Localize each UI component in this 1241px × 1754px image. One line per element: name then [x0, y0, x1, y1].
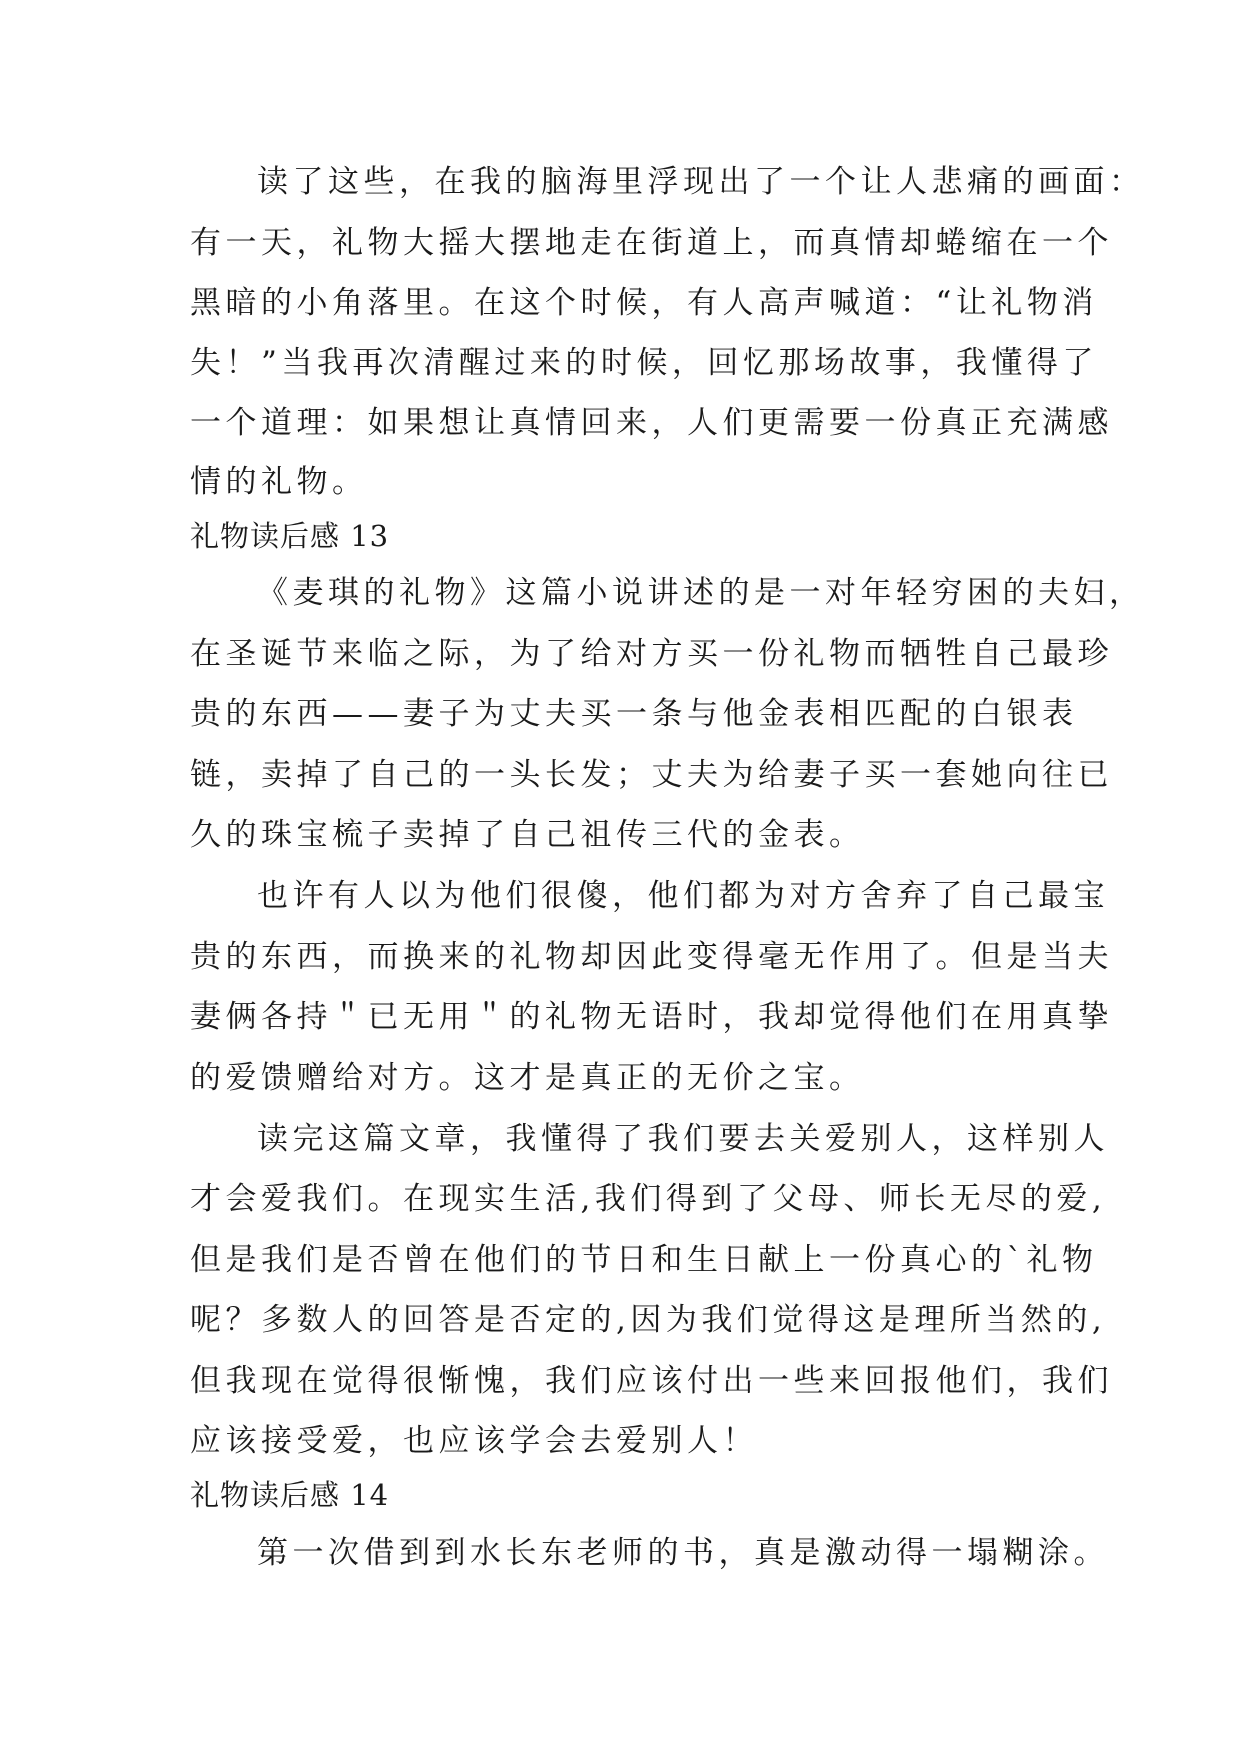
section-heading-14: 礼物读后感 14 — [190, 1478, 390, 1512]
paragraph-4-line-6: 应该接受爱，也应该学会去爱别人！ — [190, 1423, 758, 1459]
paragraph-4-line-3: 但是我们是否曾在他们的节日和生日献上一份真心的`礼物 — [190, 1242, 1098, 1278]
paragraph-3-line-1: 也许有人以为他们很傻，他们都为对方舍弃了自己最宝 — [257, 878, 1109, 914]
paragraph-1-line-4: 失！”当我再次清醒过来的时候，回忆那场故事，我懂得了 — [190, 345, 1098, 381]
paragraph-1-line-6: 情的礼物。 — [190, 464, 368, 500]
paragraph-1-line-1: 读了这些，在我的脑海里浮现出了一个让人悲痛的画面： — [257, 164, 1145, 200]
paragraph-5-line-1: 第一次借到到水长东老师的书，真是激动得一塌糊涂。 — [257, 1535, 1109, 1571]
paragraph-4-line-1: 读完这篇文章，我懂得了我们要去关爱别人，这样别人 — [257, 1121, 1109, 1157]
paragraph-1-line-3: 黑暗的小角落里。在这个时候，有人高声喊道：“让礼物消 — [190, 285, 1098, 321]
paragraph-3-line-3: 妻俩各持＂已无用＂的礼物无语时，我却觉得他们在用真挚 — [190, 999, 1113, 1035]
paragraph-2-line-3: 贵的东西——妻子为丈夫买一条与他金表相匹配的白银表 — [190, 696, 1078, 732]
paragraph-2-line-1: 《麦琪的礼物》这篇小说讲述的是一对年轻穷困的夫妇， — [257, 575, 1145, 611]
paragraph-2-line-5: 久的珠宝梳子卖掉了自己祖传三代的金表。 — [190, 817, 865, 853]
paragraph-4-line-4: 呢？多数人的回答是否定的,因为我们觉得这是理所当然的, — [190, 1302, 1107, 1338]
paragraph-3-line-4: 的爱馈赠给对方。这才是真正的无价之宝。 — [190, 1060, 865, 1096]
paragraph-2-line-4: 链，卖掉了自己的一头长发；丈夫为给妻子买一套她向往已 — [190, 757, 1113, 793]
paragraph-1-line-5: 一个道理：如果想让真情回来，人们更需要一份真正充满感 — [190, 405, 1113, 441]
paragraph-4-line-5: 但我现在觉得很惭愧，我们应该付出一些来回报他们，我们 — [190, 1363, 1113, 1399]
paragraph-3-line-2: 贵的东西，而换来的礼物却因此变得毫无作用了。但是当夫 — [190, 939, 1113, 975]
paragraph-1-line-2: 有一天，礼物大摇大摆地走在街道上，而真情却蜷缩在一个 — [190, 225, 1113, 261]
paragraph-2-line-2: 在圣诞节来临之际，为了给对方买一份礼物而牺牲自己最珍 — [190, 636, 1113, 672]
section-heading-13: 礼物读后感 13 — [190, 519, 390, 553]
paragraph-4-line-2: 才会爱我们。在现实生活,我们得到了父母、师长无尽的爱, — [190, 1181, 1107, 1217]
